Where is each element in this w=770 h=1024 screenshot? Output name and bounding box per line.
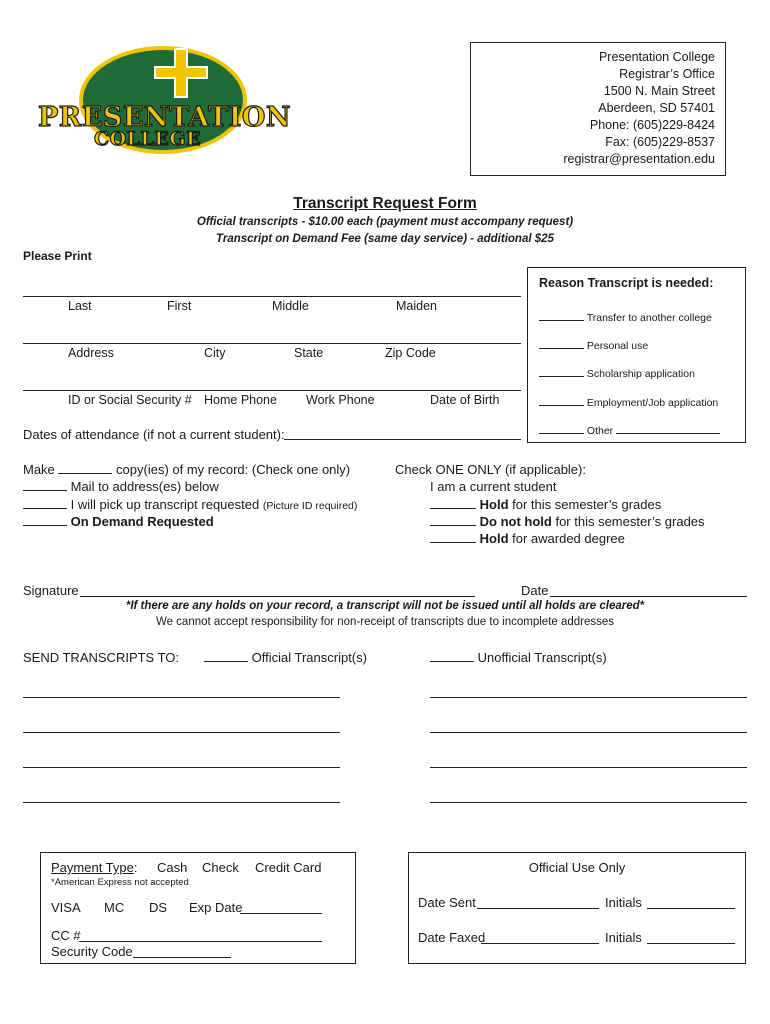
state-label: State	[294, 346, 324, 360]
hold-semester-checkbox-line[interactable]	[430, 498, 476, 509]
date-label: Date	[521, 583, 549, 598]
pickup-checkbox-line[interactable]	[23, 498, 67, 509]
send-address-line-right[interactable]	[430, 802, 747, 803]
date-faxed-input-line[interactable]	[481, 943, 599, 944]
college-logo	[36, 42, 292, 162]
middle-name-label: Middle	[272, 299, 309, 313]
do-not-hold-label: for this semester’s grades	[555, 514, 705, 529]
address-line: Fax: (605)229-8537	[605, 135, 715, 149]
signature-date-input-line[interactable]	[550, 596, 747, 597]
id-ssn-label: ID or Social Security #	[68, 393, 192, 407]
hold-keyword: Hold	[479, 531, 509, 546]
work-phone-label: Work Phone	[306, 393, 375, 407]
reason-employment[interactable]	[539, 395, 718, 409]
on-demand-option-label: On Demand Requested	[70, 514, 214, 529]
send-address-line-left[interactable]	[23, 767, 340, 768]
hold-keyword: Hold	[479, 497, 509, 512]
logo-word-presentation: PRESENTATION	[38, 102, 292, 133]
address-box	[470, 42, 726, 176]
address-input-line[interactable]	[23, 343, 521, 344]
mail-option-row[interactable]	[23, 479, 219, 494]
cc-number-input-line[interactable]	[79, 941, 322, 942]
official-use-box	[408, 852, 746, 964]
reason-title: Reason Transcript is needed:	[539, 276, 714, 290]
reason-checkbox-line[interactable]	[539, 338, 584, 349]
logo-word-college: COLLEGE	[94, 128, 202, 150]
copies-count-line[interactable]	[58, 463, 112, 474]
maiden-name-label: Maiden	[396, 299, 437, 313]
send-address-line-right[interactable]	[430, 697, 747, 698]
send-address-line-left[interactable]	[23, 697, 340, 698]
reason-checkbox-line[interactable]	[539, 395, 584, 406]
address-line: Aberdeen, SD 57401	[598, 101, 715, 115]
first-name-label: First	[167, 299, 192, 313]
signature-input-line[interactable]	[80, 596, 475, 597]
payment-type-label: Payment Type	[51, 860, 134, 875]
send-address-line-left[interactable]	[23, 732, 340, 733]
credit-card-option[interactable]: Credit Card	[255, 860, 322, 875]
visa-option[interactable]: VISA	[51, 900, 81, 915]
holds-notice: *If there are any holds on your record, a transcript will not be issued until all holds are cleared*	[125, 600, 645, 612]
do-not-hold-row[interactable]	[430, 514, 705, 529]
on-demand-option-row[interactable]	[23, 514, 214, 529]
hold-degree-label: for awarded degree	[512, 531, 625, 546]
zip-code-label: Zip Code	[385, 346, 436, 360]
official-transcript-row[interactable]	[204, 650, 367, 665]
reason-other-label: Other	[586, 425, 614, 437]
mail-option-label: Mail to address(es) below	[70, 479, 219, 494]
last-name-label: Last	[68, 299, 92, 313]
please-print-label: Please Print	[23, 249, 92, 263]
hold-degree-row[interactable]	[430, 531, 625, 546]
reason-personal[interactable]	[539, 338, 648, 352]
date-sent-label: Date Sent	[418, 895, 476, 910]
reason-other[interactable]	[539, 423, 720, 437]
cc-number-label: CC #	[51, 928, 81, 943]
payment-type-row	[51, 860, 138, 875]
send-address-line-right[interactable]	[430, 732, 747, 733]
signature-label: Signature	[23, 583, 79, 598]
ds-option[interactable]: DS	[149, 900, 168, 915]
mc-option[interactable]: MC	[104, 900, 125, 915]
payment-type-colon: :	[133, 860, 138, 875]
initials-sent-input-line[interactable]	[647, 908, 735, 909]
address-line: Presentation College	[598, 50, 715, 64]
reason-transfer-label: Transfer to another college	[586, 312, 712, 324]
unofficial-count-line[interactable]	[430, 651, 474, 662]
hold-semester-label: for this semester’s grades	[512, 497, 662, 512]
security-code-label: Security Code	[51, 944, 133, 959]
official-transcript-label: Official Transcript(s)	[251, 650, 367, 665]
pickup-option-label: I will pick up transcript requested	[70, 497, 260, 512]
payment-box	[40, 852, 356, 964]
check-option[interactable]: Check	[202, 860, 239, 875]
send-address-line-left[interactable]	[23, 802, 340, 803]
date-faxed-label: Date Faxed	[418, 930, 486, 945]
make-label: Make	[23, 462, 55, 477]
make-copies-row	[23, 462, 350, 477]
exp-date-label: Exp Date	[189, 900, 243, 915]
current-student-label: I am a current student	[430, 479, 557, 494]
check-one-title: Check ONE ONLY (if applicable):	[395, 462, 586, 477]
reason-personal-label: Personal use	[586, 340, 649, 352]
address-label: Address	[68, 346, 114, 360]
unofficial-transcript-row[interactable]	[430, 650, 607, 665]
address-line: Phone: (605)229-8424	[589, 118, 715, 132]
address-line: Registrar’s Office	[619, 67, 715, 81]
hold-degree-checkbox-line[interactable]	[430, 532, 476, 543]
hold-semester-row[interactable]	[430, 497, 661, 512]
form-subtitle-fees: Official transcripts - $10.00 each (payment must accompany request)	[196, 216, 574, 228]
date-of-birth-label: Date of Birth	[430, 393, 500, 407]
on-demand-checkbox-line[interactable]	[23, 515, 67, 526]
initials-label: Initials	[605, 895, 642, 910]
do-not-hold-checkbox-line[interactable]	[430, 515, 476, 526]
reason-other-input-line[interactable]	[616, 423, 720, 434]
dates-attendance-input-line[interactable]	[284, 439, 521, 440]
home-phone-label: Home Phone	[204, 393, 277, 407]
unofficial-transcript-label: Unofficial Transcript(s)	[477, 650, 607, 665]
reason-scholarship-label: Scholarship application	[586, 368, 695, 380]
reason-scholarship[interactable]	[539, 366, 695, 380]
reason-transfer[interactable]	[539, 310, 712, 324]
cash-option[interactable]: Cash	[157, 860, 188, 875]
pickup-note: (Picture ID required)	[262, 500, 358, 512]
initials-faxed-input-line[interactable]	[647, 943, 735, 944]
copies-instruction: copy(ies) of my record: (Check one only)	[116, 462, 351, 477]
name-input-line[interactable]	[23, 296, 521, 297]
reason-checkbox-line[interactable]	[539, 310, 584, 321]
mail-checkbox-line[interactable]	[23, 480, 67, 491]
id-phone-input-line[interactable]	[23, 390, 521, 391]
security-code-input-line[interactable]	[133, 957, 231, 958]
reason-employment-label: Employment/Job application	[586, 397, 719, 409]
address-line: 1500 N. Main Street	[603, 84, 715, 98]
address-line: registrar@presentation.edu	[563, 152, 715, 166]
send-address-line-right[interactable]	[430, 767, 747, 768]
official-count-line[interactable]	[204, 651, 248, 662]
do-not-hold-keyword: Do not hold	[479, 514, 552, 529]
send-transcripts-label: SEND TRANSCRIPTS TO:	[23, 650, 180, 665]
reason-checkbox-line[interactable]	[539, 366, 584, 377]
pickup-option-row[interactable]	[23, 497, 357, 512]
initials-label: Initials	[605, 930, 642, 945]
amex-note: *American Express not accepted	[51, 877, 189, 888]
city-label: City	[204, 346, 226, 360]
dates-attendance-label: Dates of attendance (if not a current student):	[23, 427, 285, 442]
responsibility-notice: We cannot accept responsibility for non-receipt of transcripts due to incomplete addresses	[155, 616, 615, 628]
form-subtitle-on-demand: Transcript on Demand Fee (same day service) - additional $25	[216, 233, 554, 245]
reason-checkbox-line[interactable]	[539, 423, 584, 434]
official-use-title: Official Use Only	[528, 860, 626, 875]
form-title: Transcript Request Form	[293, 195, 477, 212]
exp-date-input-line[interactable]	[240, 913, 322, 914]
date-sent-input-line[interactable]	[477, 908, 599, 909]
reason-box	[527, 267, 746, 443]
